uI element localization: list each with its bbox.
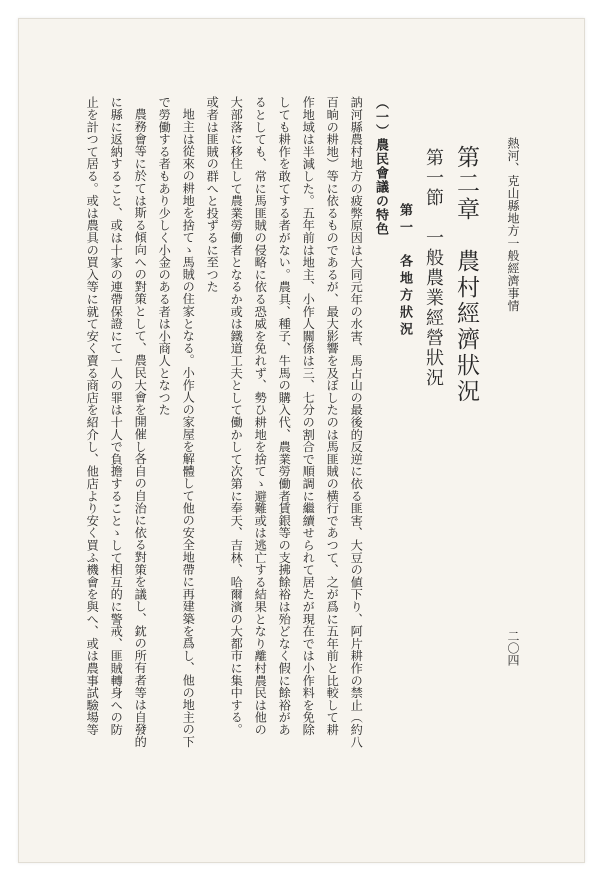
body-line: 訥河縣農村地方の疲弊原因は大同元年の水害、馬占山の最後的反逆に依る匪害、大豆の値下り、阿片耕作の禁止（約八 xyxy=(349,96,364,748)
running-head: 熱河、克山縣地方一般經濟事情 xyxy=(506,137,520,312)
section-title: 第一節 一般農業經營狀況 xyxy=(423,148,444,388)
body-line: 農務會等に於ては斯る傾向への對策として、農民大會を開催し各自の自治に依る對策を議し、鈂の所有者等は自發的 xyxy=(133,108,148,748)
body-line: しても耕作を敢てする者がない。農具、種子、牛馬の購入代、農業勞働者賃銀等の支拂餘裕は殆どなく假に餘裕があ xyxy=(277,96,292,736)
body-line: に縣に返納すること、或は十家の連帶保證にて一人の罪は十人で負擔することゝして相互的に警戒、匪賊轉身への防 xyxy=(109,96,124,736)
paragraph-heading: （一）農民會議の特色 xyxy=(373,96,388,236)
body-line: 地主は從來の耕地を捨てゝ馬賊の住家となる。小作人の家屋を解體して他の安全地帶に再建築を爲し、他の地主の下 xyxy=(181,108,196,748)
body-line: 作地域は半減した。五年前は地主、小作人關係は三、七分の割合で順調に繼續せられて居たが現在では小作料を免除 xyxy=(301,96,316,736)
subsection-title: 第一 各地方狀況 xyxy=(397,203,412,339)
body-line: 或者は匪賊の群へと投ずるに至つた xyxy=(205,96,220,293)
body-line: るとしても、常に馬匪賊の侵略に依る恐威を免れず、勢ひ耕地を捨てゝ避難或は逃亡する結果となり離村農民は他の xyxy=(253,96,268,736)
chapter-title: 第二章 農村經濟狀況 xyxy=(453,145,479,405)
body-line: で勞働する者もあり少しく小金のある者は小商人となつた xyxy=(157,96,172,416)
body-line: 大部落に移住して農業勞働者となるか或は鐵道工夫として働かして次第に奉天、吉林、哈爾濱の大都市に集中する。 xyxy=(229,96,244,736)
body-line: 百晌の耕地）等に依るものであるが、最大影響を及ぼしたのは馬匪賊の横行であつて、之が爲に五年前と比較して耕 xyxy=(325,96,340,736)
body-line: 止を計つて居る。或は農具の買入等に就て安く賣る商店を紹介し、他店より安く買ふ機會を與へ、或は農事試驗場等 xyxy=(85,96,100,736)
page-number: 二〇四 xyxy=(506,630,520,666)
